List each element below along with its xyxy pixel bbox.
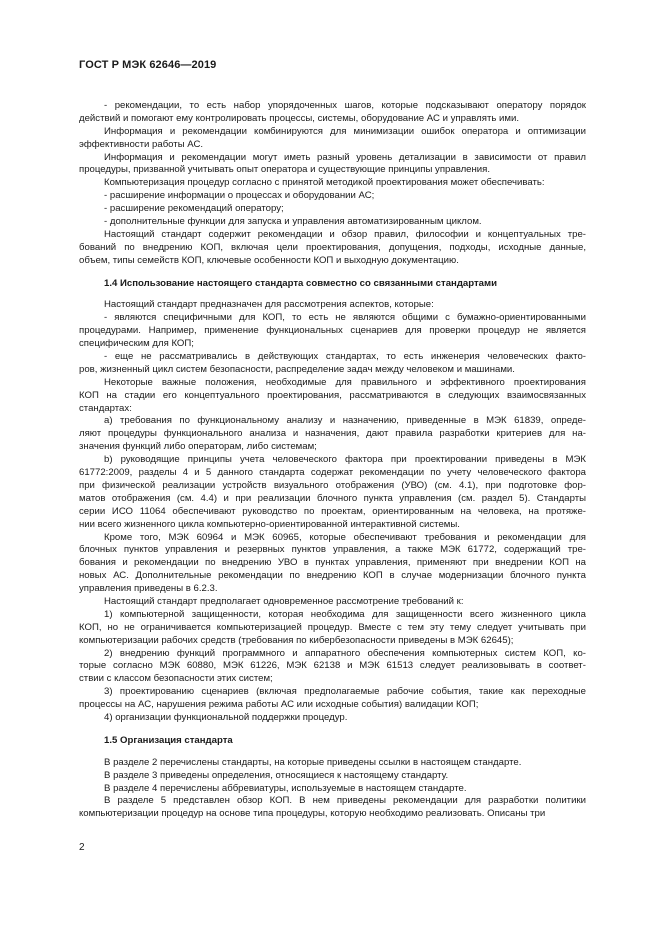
paragraph-line: ров, жизненный цикл систем безопасности, распределение задач между человеком и машинами. — [79, 363, 515, 375]
paragraph-line: КОП на стадии его концептуального проектирования, рассматриваются в следующих взаимосвязанных — [79, 389, 586, 401]
paragraph-line: Компьютеризация процедур согласно с принятой методикой проектирования может обеспечивать: — [104, 177, 545, 189]
paragraph-line: бований по внедрению КОП, включая цели проектирования, допущения, подходы, исходные данные, — [79, 241, 586, 253]
paragraph-line: процедурами. Например, применение функциональных сценариев для проверки процедур не является — [79, 325, 586, 337]
paragraph-line: Кроме того, МЭК 60964 и МЭК 60965, которые обеспечивают требования и рекомендации для — [104, 531, 586, 543]
paragraph-line: - являются специфичными для КОП, то есть не являются общими с бумажно-ориентированными — [104, 312, 586, 324]
paragraph-line: матов отображения (см. 4.4) и при реализации блочного пункта управления (см. раздел 5). Стандарты — [79, 492, 586, 504]
paragraph-line: 2) внедрению функций программного и аппаратного обеспечения компьютерных систем КОП, ко- — [104, 647, 586, 659]
paragraph-line: а) требования по функциональному анализу и назначению, приведенные в МЭК 61839, опреде- — [104, 415, 586, 427]
paragraph-line: - еще не рассматривались в действующих стандартах, то есть инженерия человеческих факто- — [104, 351, 586, 363]
paragraph-line: ляют процедуры функционального анализа и назначения, дают правила разработки критериев для на- — [79, 428, 586, 440]
paragraph-line: Информация и рекомендации могут иметь разный уровень детализации в зависимости от правил — [104, 151, 586, 163]
document-header-id: ГОСТ Р МЭК 62646—2019 — [79, 59, 217, 71]
paragraph-line: В разделе 3 приведены определения, относящиеся к настоящему стандарту. — [104, 769, 449, 781]
paragraph-line: - рекомендации, то есть набор упорядоченных шагов, которые подсказывают оператору порядок — [104, 100, 586, 111]
paragraph-line: эффективности работы АС. — [79, 138, 204, 150]
paragraph-line: управления приведены в 6.2.3. — [79, 583, 218, 595]
paragraph-line: процедуры, призванной учитывать опыт оператора и существующие принципы управления. — [79, 164, 491, 176]
paragraph-line: действий и помогают ему контролировать процессы, системы, оборудование АС и управлять ими. — [79, 112, 519, 124]
paragraph-line: 3) проектированию сценариев (включая предполагаемые рабочие события, такие как переходные — [104, 686, 586, 698]
paragraph-line: стандартах: — [79, 402, 132, 414]
paragraph-line: Настоящий стандарт содержит рекомендации и обзор правил, философии и концептуальных тре- — [104, 228, 586, 240]
paragraph-line: Некоторые важные положения, необходимые для правильного и эффективного проектирования — [104, 376, 586, 388]
paragraph-line: 61772:2009, разделы 4 и 5 данного стандарта содержат рекомендации по учету человеческого фактора — [79, 467, 586, 479]
paragraph-line: Информация и рекомендации комбинируются для минимизации ошибок оператора и оптимизации — [104, 125, 586, 137]
paragraph-line: 1) компьютерной защищенности, которая необходима для защищенности всего жизненного цикла — [104, 608, 586, 620]
paragraph-line: торые согласно МЭК 60880, МЭК 61226, МЭК 62138 и МЭК 61513 следует реализовывать в соответ- — [79, 660, 586, 672]
paragraph-line: - дополнительные функции для запуска и управления автоматизированным циклом. — [104, 216, 482, 228]
paragraph-line: бования и рекомендации по внедрению УВО в пунктах управления, применяют при внедрении КОП на — [79, 557, 586, 569]
paragraph-line: ствии с классом безопасности этих систем; — [79, 673, 273, 685]
page-number: 2 — [79, 842, 85, 853]
paragraph-line: компьютеризации процедур на основе типа процедуры, которую необходимо реализовать. Описаны три — [79, 808, 546, 820]
paragraph-line: - расширение рекомендаций оператору; — [104, 203, 284, 215]
paragraph-line: В разделе 2 перечислены стандарты, на которые приведены ссылки в настоящем стандарте. — [104, 756, 522, 768]
paragraph-line: В разделе 4 перечислены аббревиатуры, используемые в настоящем стандарте. — [104, 782, 467, 794]
paragraph-line: КОП, но не ограничивается компьютеризацией процедур. Вместе с тем эту тему следует учитывать при — [79, 621, 586, 633]
paragraph-line: Настоящий стандарт предполагает одновременное рассмотрение требований к: — [104, 595, 464, 607]
document-body — [79, 100, 586, 821]
paragraph-line: при физической реализации устройств визуального отображения (УВО) (см. 4.1), при подготовке фор- — [79, 479, 586, 491]
section-heading: 1.5 Организация стандарта — [104, 734, 233, 746]
paragraph-line: специфическим для КОП; — [79, 338, 194, 350]
paragraph-line: компьютеризации рабочих средств (требования по кибербезопасности приведены в МЭК 62645); — [79, 634, 514, 646]
paragraph-line: В разделе 5 представлен обзор КОП. В нем приведены рекомендации для разработки политики — [104, 795, 586, 807]
paragraph-line: процессы на АС, нарушения режима работы АС или исходные события) валидации КОП; — [79, 699, 479, 711]
paragraph-line: новых АС. Дополнительные рекомендации по внедрению КОП в случае модернизации блочного пункта — [79, 570, 586, 582]
section-heading: 1.4 Использование настоящего стандарта совместно со связанными стандартами — [104, 277, 498, 289]
paragraph-line: b) руководящие принципы учета человеческого фактора при проектировании приведены в МЭК — [104, 454, 586, 466]
paragraph-line: объем, типы семейств КОП, ключевые особенности КОП и выходную документацию. — [79, 254, 459, 266]
paragraph-line: нии всего жизненного цикла компьютерно-ориентированной интерактивной системы. — [79, 518, 460, 530]
paragraph-line: 4) организации функциональной поддержки процедур. — [104, 711, 348, 723]
paragraph-line: серии ИСО 11064 обеспечивают руководство по проектам, ориентированным на человека, на протяже- — [79, 505, 586, 517]
paragraph-line: Настоящий стандарт предназначен для рассмотрения аспектов, которые: — [104, 299, 434, 311]
paragraph-line: значения функций либо операторам, либо системам; — [79, 441, 317, 453]
paragraph-line: блочных пунктов управления и резервных пунктов управления, а также МЭК 61772, содержащий тре- — [79, 544, 586, 556]
paragraph-line: - расширение информации о процессах и оборудовании АС; — [104, 190, 375, 202]
